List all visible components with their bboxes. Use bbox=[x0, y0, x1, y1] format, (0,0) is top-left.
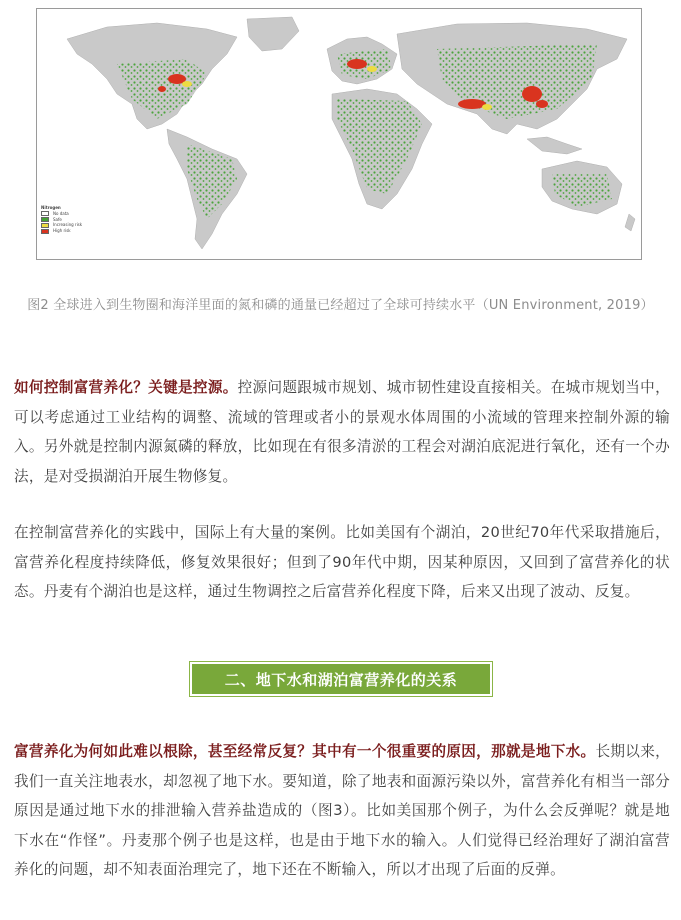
new-zealand-shape bbox=[625, 214, 635, 231]
world-map-figure bbox=[36, 8, 642, 260]
legend-swatch bbox=[41, 223, 49, 228]
greenland-shape bbox=[247, 17, 299, 51]
legend-swatch bbox=[41, 229, 49, 234]
paragraph-body: 长期以来，我们一直关注地表水，却忽视了地下水。要知道，除了地表和面源污染以外，富营养化有相当一部分原因是通过地下水的排泄输入营养盐造成的（图3）。比如美国那个例子，为什么会反弹呢？就是地下水在“作怪”。丹麦那个例子也是这样，也是由于地下水的输入。人们觉得已经治理好了湖泊富营养化的问题，却不知表面治理完了，地下还在不断输入，所以才出现了后面的反弹。 bbox=[14, 743, 670, 878]
paragraph-control-source bbox=[14, 373, 670, 491]
legend-label: Safe bbox=[53, 216, 62, 222]
section-heading-banner bbox=[189, 661, 493, 697]
paragraph-lead-highlight: 富营养化为何如此难以根除，甚至经常反复？其中有一个很重要的原因，那就是地下水。 bbox=[14, 743, 596, 760]
paragraph-body: 在控制富营养化的实践中，国际上有大量的案例。比如美国有个湖泊，20世纪70年代采取措施后，富营养化程度持续降低，修复效果很好；但到了90年代中期，因某种原因，又回到了富营养化的状态。丹麦有个湖泊也是这样，通过生物调控之后富营养化程度下降，后来又出现了波动、反复。 bbox=[14, 524, 670, 600]
legend-item-high-risk bbox=[41, 228, 101, 234]
legend-label: High risk bbox=[53, 228, 71, 234]
indonesia-shape bbox=[527, 137, 582, 154]
world-map-graphic bbox=[37, 9, 641, 259]
paragraph-international-cases bbox=[14, 518, 670, 607]
paragraph-lead-highlight: 如何控制富营养化？关键是控源。 bbox=[14, 379, 238, 396]
paragraph-groundwater bbox=[14, 737, 670, 885]
legend-label: Increasing risk bbox=[53, 222, 83, 228]
legend-swatch bbox=[41, 211, 49, 216]
map-legend bbox=[41, 205, 101, 257]
figure-caption: 图2 全球进入到生物圈和海洋里面的氮和磷的通量已经超过了全球可持续水平（UN Environment, 2019） bbox=[27, 298, 654, 313]
legend-swatch bbox=[41, 217, 49, 222]
paragraph-body: 控源问题跟城市规划、城市韧性建设直接相关。在城市规划当中，可以考虑通过工业结构的调整、流域的管理或者小的景观水体周围的小流域的管理来控制外源的输入。另外就是控制内源氮磷的释放，比如现在有很多清淤的工程会对湖泊底泥进行氧化，还有一个办法，是对受损湖泊开展生物修复。 bbox=[14, 379, 670, 485]
legend-label: No data bbox=[53, 210, 69, 216]
legend-title: Nitrogen bbox=[41, 205, 61, 210]
section-heading-title: 二、地下水和湖泊富营养化的关系 bbox=[192, 664, 490, 694]
